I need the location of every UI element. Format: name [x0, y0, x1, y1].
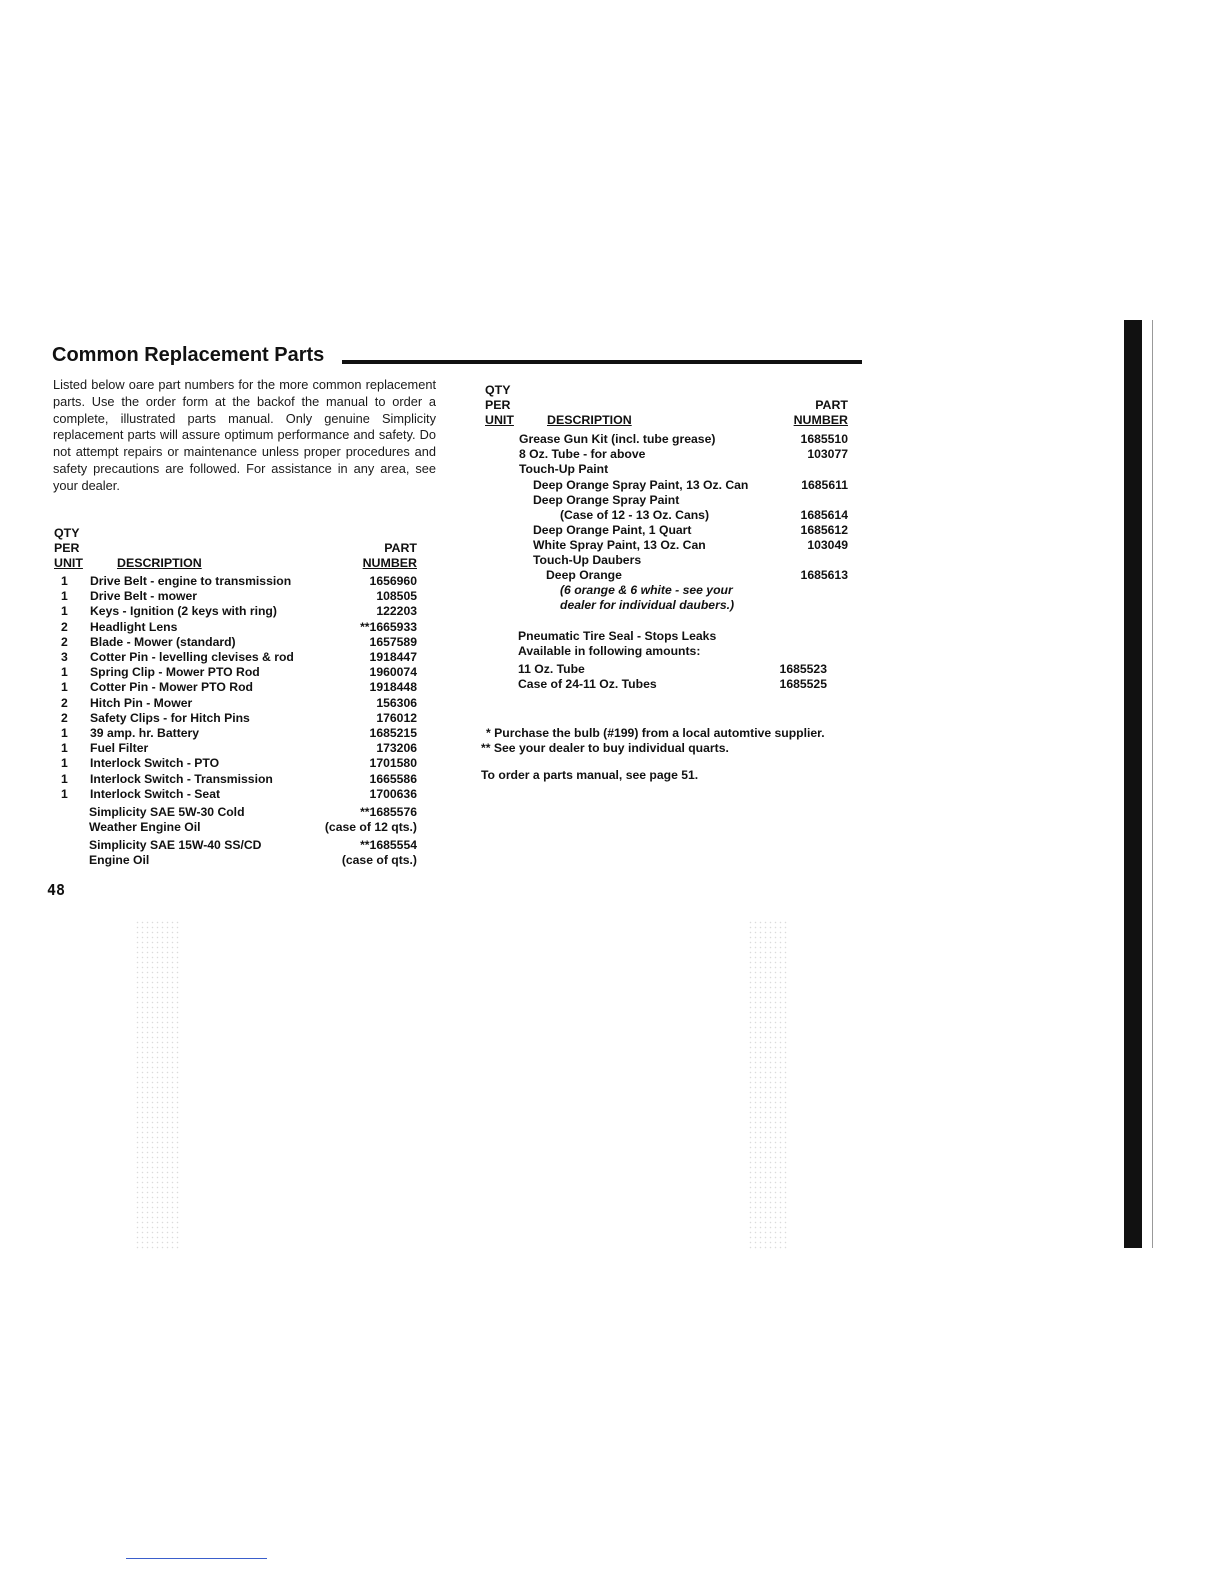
left-row-description: 39 amp. hr. Battery — [90, 726, 200, 740]
left-row-description: Cotter Pin - Mower PTO Rod — [90, 680, 253, 695]
grease-tube-description: 8 Oz. Tube - for above — [519, 447, 646, 461]
left-header-number: NUMBER — [362, 556, 417, 570]
left-row-description: Drive Belt - mower — [90, 589, 198, 604]
touchup-paint-heading: Touch-Up Paint — [519, 462, 609, 476]
left-row-description: Blade - Mower (standard) — [90, 634, 236, 649]
footnote-bulb: * Purchase the bulb (#199) from a local automtive supplier. — [486, 726, 825, 740]
page-title: Common Replacement Parts — [52, 344, 325, 366]
spray-can-description: Deep Orange Spray Paint, 13 Oz. Can — [533, 478, 749, 492]
left-row-qty: 1 — [61, 756, 68, 771]
oil-2-line2: Engine Oil — [89, 853, 150, 867]
right-header-per: PER — [485, 398, 511, 412]
tire-seal-line1: Pneumatic Tire Seal - Stops Leaks — [518, 629, 717, 643]
left-row-qty: 2 — [61, 619, 68, 634]
left-row-qty: 2 — [61, 634, 68, 649]
grease-kit-description: Grease Gun Kit (incl. tube grease) — [519, 432, 716, 446]
right-header-qty: QTY — [485, 383, 511, 397]
tube-11-part-number: 1685523 — [779, 662, 827, 676]
left-row-description: Fuel Filter — [90, 741, 149, 756]
spray-case-heading: Deep Orange Spray Paint — [533, 493, 680, 507]
left-row-description: Hitch Pin - Mower — [90, 695, 193, 710]
left-header-part: PART — [384, 541, 417, 555]
oil-1-package: (case of 12 qts.) — [324, 820, 417, 834]
left-header-qty: QTY — [54, 526, 80, 540]
left-row-part-number: 173206 — [376, 741, 417, 756]
scan-edge-bar — [1124, 320, 1142, 1248]
left-row-description: Interlock Switch - Seat — [90, 786, 221, 801]
left-row-description: Keys - Ignition (2 keys with ring) — [90, 604, 277, 619]
left-row-part-number: 108505 — [376, 589, 417, 604]
deep-orange-description: Deep Orange — [546, 568, 622, 582]
case-24-part-number: 1685525 — [779, 677, 827, 691]
left-row-description: Drive Belt - engine to transmission — [90, 574, 292, 588]
oil-2-package: (case of qts.) — [341, 853, 417, 867]
spray-can-part-number: 1685611 — [801, 478, 848, 492]
left-row-part-number: 176012 — [376, 710, 417, 725]
quart-part-number: 1685612 — [800, 523, 848, 537]
left-header-unit: UNIT — [54, 556, 83, 570]
left-row-description: Spring Clip - Mower PTO Rod — [90, 665, 260, 680]
left-row-qty: 1 — [61, 680, 68, 695]
left-row-qty: 1 — [61, 726, 68, 740]
deep-orange-part-number: 1685613 — [800, 568, 848, 582]
left-row-description: Interlock Switch - PTO — [90, 756, 220, 771]
right-header-unit: UNIT — [485, 413, 514, 427]
left-row-description: Safety Clips - for Hitch Pins — [90, 710, 250, 725]
right-header-part: PART — [815, 398, 848, 412]
title-rule — [342, 360, 862, 364]
oil-1-line2: Weather Engine Oil — [89, 820, 201, 834]
footnote-quarts: ** See your dealer to buy individual quarts. — [481, 741, 729, 755]
oil-2-line1: Simplicity SAE 15W-40 SS/CD — [89, 838, 262, 852]
right-header-number: NUMBER — [793, 413, 848, 427]
scan-speckle-right — [748, 920, 788, 1250]
scan-edge-line — [1152, 320, 1153, 1248]
left-row-part-number: 1685215 — [369, 726, 417, 740]
tube-11-description: 11 Oz. Tube — [518, 662, 585, 676]
oil-1-part-number: **1685576 — [360, 805, 417, 819]
left-row-part-number: 1656960 — [369, 574, 417, 588]
tire-seal-line2: Available in following amounts: — [518, 644, 701, 658]
left-header-per: PER — [54, 541, 80, 555]
left-row-part-number: 1657589 — [369, 634, 417, 649]
left-row-qty: 3 — [61, 650, 68, 664]
left-row-qty: 1 — [61, 741, 68, 756]
grease-tube-part-number: 103077 — [807, 447, 848, 461]
left-row-qty: 2 — [61, 710, 68, 725]
daubers-heading: Touch-Up Daubers — [533, 553, 642, 567]
grease-kit-part-number: 1685510 — [800, 432, 848, 446]
quart-description: Deep Orange Paint, 1 Quart — [533, 523, 692, 537]
left-row-qty: 1 — [61, 786, 68, 801]
left-row-part-number: 1918447 — [369, 650, 417, 664]
left-row-part-number: 1701580 — [369, 756, 417, 771]
intro-paragraph: Listed below oare part numbers for the more common replacement parts. Use the order form at the backof the manual to order a complete, illustrated parts manual. Only genuine Simplicity replacement parts will assure optimum performance and safety. Do not attempt repairs or maintenance unless proper procedures and safety precautions are followed. For assistance in any area, see your dealer. — [53, 377, 436, 493]
left-header-description: DESCRIPTION — [117, 556, 202, 570]
left-row-qty: 1 — [61, 665, 68, 680]
scan-speckle-left — [135, 920, 180, 1250]
spray-case-description: (Case of 12 - 13 Oz. Cans) — [560, 508, 710, 522]
left-row-qty: 1 — [61, 604, 68, 619]
left-row-qty: 1 — [61, 589, 68, 604]
daubers-note-line2: dealer for individual daubers.) — [560, 598, 735, 612]
left-row-part-number: 156306 — [376, 695, 417, 710]
white-spray-description: White Spray Paint, 13 Oz. Can — [533, 538, 706, 552]
white-spray-part-number: 103049 — [807, 538, 848, 552]
left-row-description: Cotter Pin - levelling clevises & rod — [90, 650, 294, 664]
left-row-qty: 1 — [61, 574, 68, 588]
spray-case-part-number: 1685614 — [800, 508, 848, 522]
left-row-part-number: 1700636 — [369, 786, 417, 801]
left-row-qty: 1 — [61, 771, 68, 786]
left-row-part-number: 1960074 — [369, 665, 417, 680]
footnote-order-manual: To order a parts manual, see page 51. — [481, 768, 699, 782]
left-row-part-number: 1665586 — [369, 771, 417, 786]
right-header-description: DESCRIPTION — [547, 413, 632, 427]
oil-2-part-number: **1685554 — [360, 838, 417, 852]
daubers-note-line1: (6 orange & 6 white - see your — [560, 583, 733, 597]
left-row-qty: 2 — [61, 695, 68, 710]
page-number: 48 — [47, 881, 66, 899]
left-row-part-number: **1665933 — [360, 619, 417, 634]
left-row-description: Interlock Switch - Transmission — [90, 771, 273, 786]
case-24-description: Case of 24-11 Oz. Tubes — [518, 677, 657, 691]
left-row-part-number: 1918448 — [369, 680, 417, 695]
left-row-part-number: 122203 — [376, 604, 417, 619]
bottom-rule — [126, 1558, 267, 1559]
oil-1-line1: Simplicity SAE 5W-30 Cold — [89, 805, 245, 819]
left-row-description: Headlight Lens — [90, 619, 178, 634]
